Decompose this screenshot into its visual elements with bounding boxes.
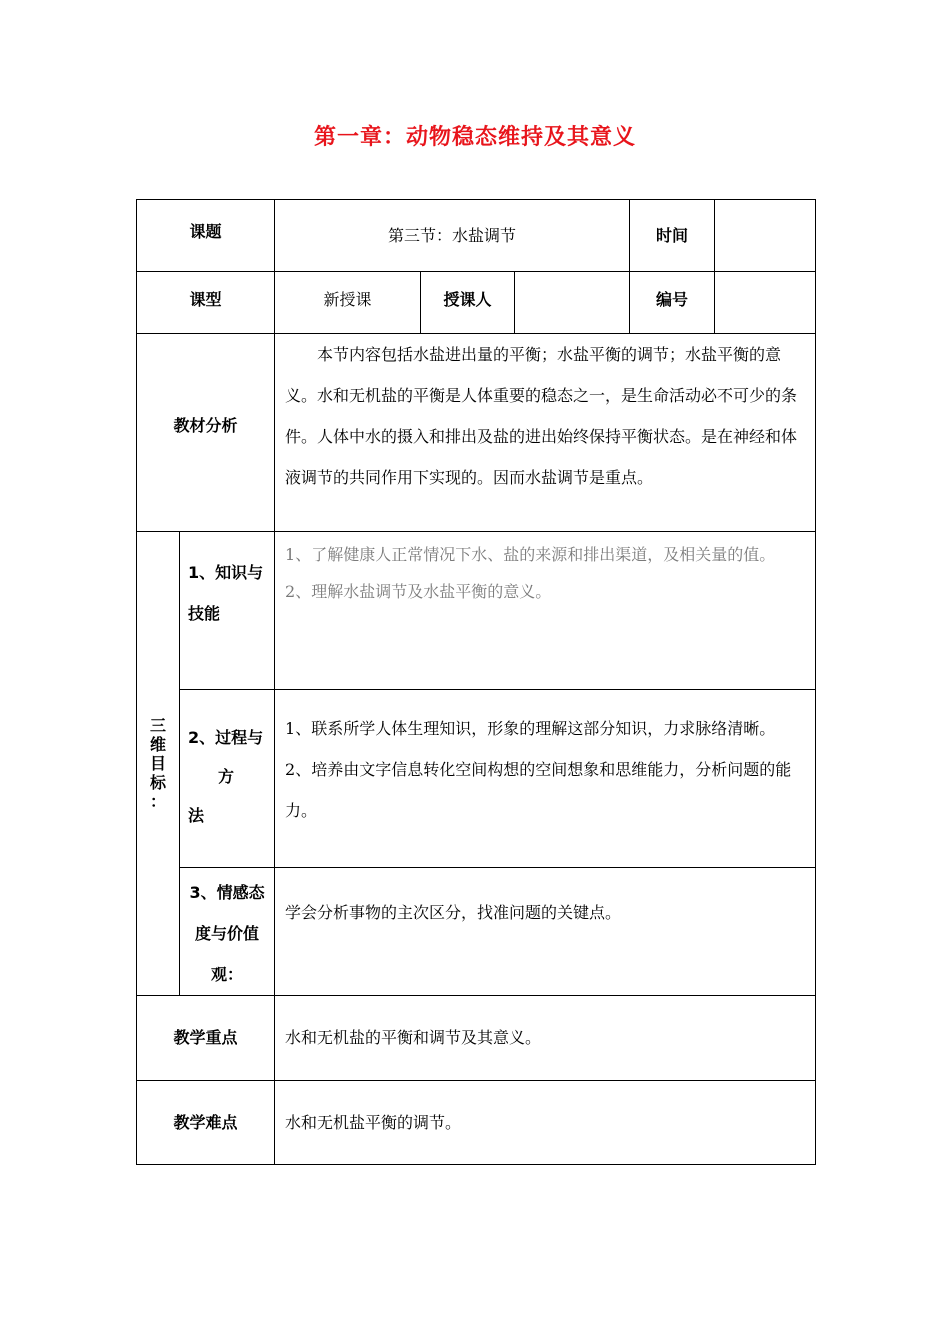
goal3-label: 3、情感态 度与价值 观： [180,868,275,996]
difficulty-text: 水和无机盐平衡的调节。 [275,1081,816,1165]
goal1-content [275,532,816,690]
goal1-item: 1、了解健康人正常情况下水、盐的来源和排出渠道，及相关量的值。 [285,545,776,564]
goal2-item: 1、联系所学人体生理知识，形象的理解这部分知识，力求脉络清晰。 [285,719,776,738]
type-value: 新授课 [275,272,421,334]
goal1-item: 2、理解水盐调节及水盐平衡的意义。 [285,582,552,601]
teacher-label: 授课人 [421,272,515,334]
goals-label-char: 标 [149,773,166,793]
goal2-item: 2、培养由文字信息转化空间构想的空间想象和思维能力，分析问题的能力。 [285,760,792,820]
analysis-cell [275,334,816,532]
page-title: 第一章：动物稳态维持及其意义 [313,125,636,150]
analysis-label: 教材分析 [137,334,275,532]
type-label: 课型 [137,272,275,334]
key-text: 水和无机盐的平衡和调节及其意义。 [275,996,816,1081]
topic-value: 第三节：水盐调节 [275,200,630,272]
goal1-label: 1、知识与 技能 [180,532,275,690]
goals-label-char: 目 [149,753,166,773]
goals-label [137,532,180,996]
time-label: 时间 [630,200,715,272]
goal2-content [275,690,816,868]
key-label: 教学重点 [137,996,275,1081]
difficulty-label: 教学难点 [137,1081,275,1165]
lesson-plan-table [136,199,816,1165]
number-value [715,272,816,334]
number-label: 编号 [630,272,715,334]
goals-label-char: 维 [149,734,166,754]
goal2-label: 2、过程与 方 法 [180,690,275,868]
goal3-content: 学会分析事物的主次区分，找准问题的关键点。 [275,868,816,996]
topic-label: 课题 [137,200,275,272]
goals-label-char: ： [149,792,166,812]
teacher-value [515,272,630,334]
goals-label-char: 三 [149,715,166,735]
time-value [715,200,816,272]
analysis-text: 本节内容包括水盐进出量的平衡；水盐平衡的调节；水盐平衡的意义。水和无机盐的平衡是人体重要的稳态之一，是生命活动必不可少的条件。人体中水的摄入和排出及盐的进出始终保持平衡状态。是在神经和体液调节的共同作用下实现的。因而水盐调节是重点。 [285,345,798,487]
